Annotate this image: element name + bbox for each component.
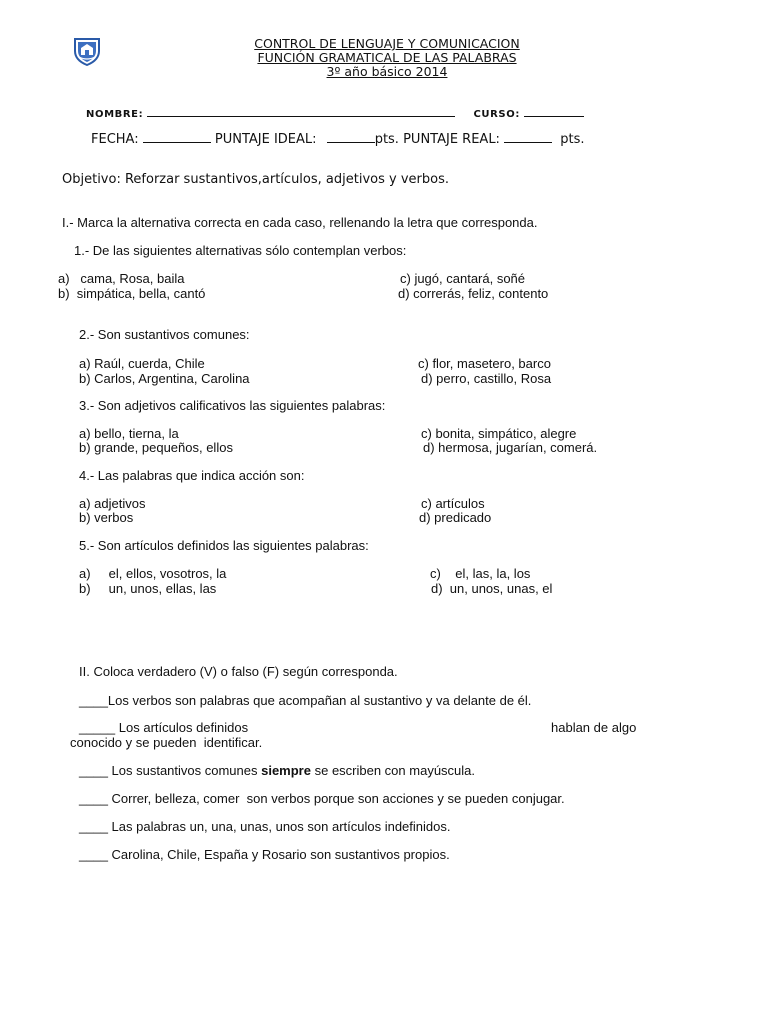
curso-blank[interactable]: [524, 107, 584, 117]
option-d[interactable]: d) correrás, feliz, contento: [398, 286, 549, 301]
question-1-prompt: 1.- De las siguientes alternativas sólo contemplan verbos:: [74, 243, 407, 258]
true-false-statement: ____ Las palabras un, una, unas, unos son artículos indefinidos.: [79, 819, 451, 834]
option-a[interactable]: a) bello, tierna, la: [79, 426, 179, 441]
objective: Objetivo: Reforzar sustantivos,artículos, adjetivos y verbos.: [62, 172, 449, 187]
statement-text: se escriben con mayúscula.: [310, 763, 476, 778]
name-course-row: [86, 107, 584, 120]
document-title: CONTROL DE LENGUAJE Y COMUNICACION: [254, 36, 520, 51]
option-a[interactable]: a) el, ellos, vosotros, la: [79, 566, 227, 581]
emphasis-word: siempre: [261, 763, 311, 778]
puntaje-real-blank[interactable]: [504, 132, 552, 143]
nombre-label: NOMBRE:: [86, 109, 144, 120]
puntaje-ideal-blank[interactable]: [327, 132, 375, 143]
pts-unit: pts.: [374, 132, 399, 147]
true-false-statement-cont: hablan de algo: [551, 720, 637, 735]
statement-text: ____ Los sustantivos comunes: [79, 763, 262, 778]
option-b[interactable]: b) un, unos, ellas, las: [79, 581, 217, 596]
question-5-prompt: 5.- Son artículos definidos las siguientes palabras:: [79, 538, 369, 553]
option-b[interactable]: b) Carlos, Argentina, Carolina: [79, 371, 250, 386]
option-c[interactable]: c) artículos: [421, 496, 485, 511]
true-false-statement: ____ Carolina, Chile, España y Rosario son sustantivos propios.: [79, 847, 450, 862]
section1-instruction: I.- Marca la alternativa correcta en cada caso, rellenando la letra que corresponda.: [62, 215, 538, 230]
option-c[interactable]: c) el, las, la, los: [430, 566, 531, 581]
nombre-blank[interactable]: [147, 107, 455, 117]
true-false-statement: [79, 763, 475, 778]
true-false-statement: ____Los verbos son palabras que acompañan al sustantivo y va delante de él.: [79, 693, 532, 708]
option-c[interactable]: c) bonita, simpático, alegre: [421, 426, 577, 441]
option-a[interactable]: a) Raúl, cuerda, Chile: [79, 356, 205, 371]
option-d[interactable]: d) un, unos, unas, el: [431, 581, 553, 596]
question-3-prompt: 3.- Son adjetivos calificativos las siguientes palabras:: [79, 398, 386, 413]
option-d[interactable]: d) hermosa, jugarían, comerá.: [423, 440, 598, 455]
pts-unit: pts.: [560, 132, 585, 147]
option-a[interactable]: a) adjetivos: [79, 496, 146, 511]
grade-year: 3º año básico 2014: [326, 64, 448, 79]
fecha-label: FECHA:: [91, 132, 139, 147]
option-c[interactable]: c) jugó, cantará, soñé: [400, 271, 526, 286]
option-b[interactable]: b) simpática, bella, cantó: [58, 286, 206, 301]
option-d[interactable]: d) perro, castillo, Rosa: [421, 371, 552, 386]
true-false-statement: _____ Los artículos definidos: [79, 720, 249, 735]
option-a[interactable]: a) cama, Rosa, baila: [58, 271, 185, 286]
document-subtitle: FUNCIÓN GRAMATICAL DE LAS PALABRAS: [257, 50, 517, 65]
puntaje-real-label: PUNTAJE REAL:: [403, 132, 500, 147]
date-score-row: [91, 132, 585, 147]
question-4-prompt: 4.- Las palabras que indica acción son:: [79, 468, 305, 483]
option-b[interactable]: b) grande, pequeños, ellos: [79, 440, 233, 455]
fecha-blank[interactable]: [143, 132, 211, 143]
puntaje-ideal-label: PUNTAJE IDEAL:: [214, 132, 317, 147]
true-false-statement-cont: conocido y se pueden identificar.: [70, 735, 263, 750]
option-c[interactable]: c) flor, masetero, barco: [418, 356, 551, 371]
option-b[interactable]: b) verbos: [79, 510, 134, 525]
question-2-prompt: 2.- Son sustantivos comunes:: [79, 327, 250, 342]
option-d[interactable]: d) predicado: [419, 510, 492, 525]
curso-label: CURSO:: [473, 109, 520, 120]
true-false-statement: ____ Correr, belleza, comer son verbos porque son acciones y se pueden conjugar.: [79, 791, 565, 806]
section2-instruction: II. Coloca verdadero (V) o falso (F) según corresponda.: [79, 664, 398, 679]
